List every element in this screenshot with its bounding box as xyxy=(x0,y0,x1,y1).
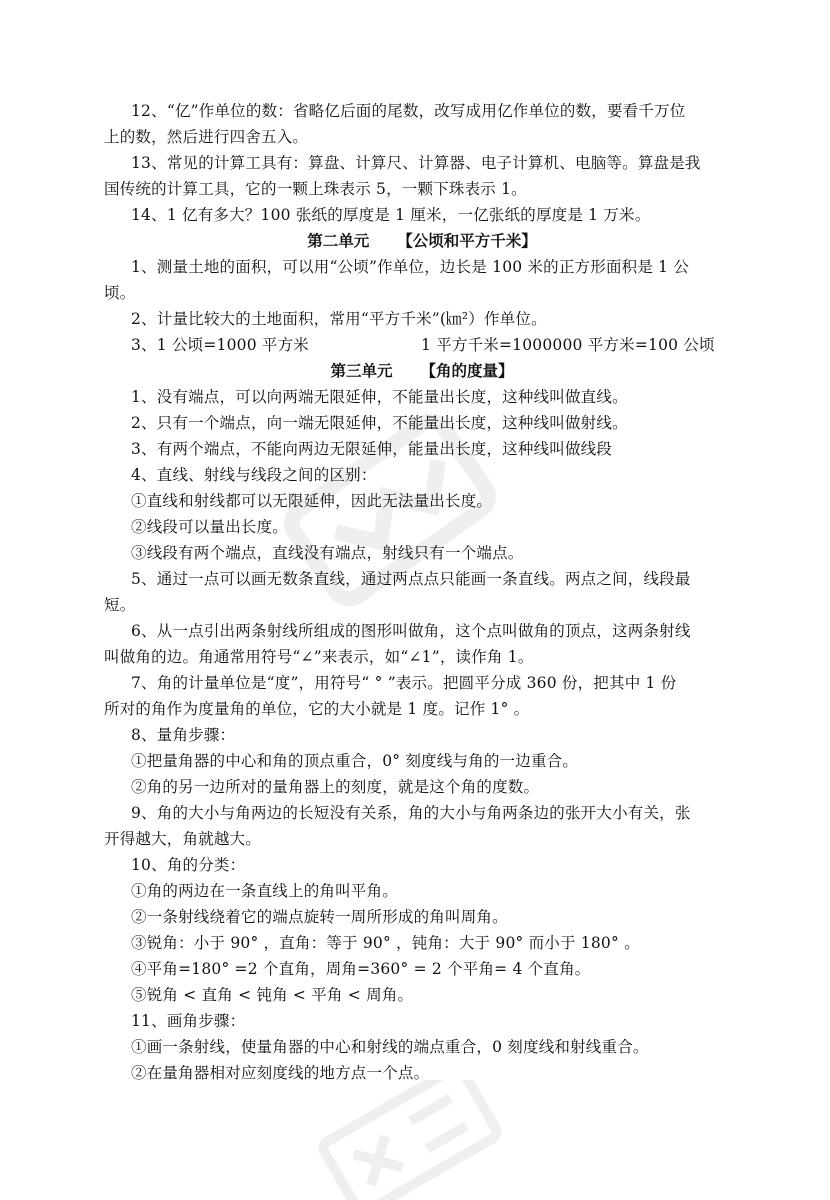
unit3-item-8-step-2: ②角的另一边所对的量角器上的刻度，就是这个角的度数。 xyxy=(131,778,540,796)
unit2-item-1-line-1: 1、测量土地的面积，可以用“公顷”作单位，边长是 100 米的正方形面积是 1 公 xyxy=(131,258,690,276)
unit2-item-1-line-2: 顷。 xyxy=(104,284,136,302)
unit3-item-5-line-2: 短。 xyxy=(104,596,136,614)
unit3-item-6-line-1: 6、从一点引出两条射线所组成的图形叫做角，这个点叫做角的顶点，这两条射线 xyxy=(131,622,691,640)
unit3-item-8-step-1: ①把量角器的中心和角的顶点重合，0° 刻度线与角的一边重合。 xyxy=(131,752,579,770)
unit3-item-9-line-1: 9、角的大小与角两边的长短没有关系，角的大小与角两条边的张开大小有关，张 xyxy=(131,804,691,822)
unit3-item-11-step-1: ①画一条射线，使量角器的中心和射线的端点重合，0 刻度线和射线重合。 xyxy=(131,1038,649,1056)
unit-3-subtitle: 【角的度量】 xyxy=(420,362,514,380)
unit3-line-6: ②线段可以量出长度。 xyxy=(131,518,289,536)
unit3-line-7: ③线段有两个端点，直线没有端点，射线只有一个端点。 xyxy=(131,544,524,562)
unit3-item-9-line-2: 开得越大，角就越大。 xyxy=(104,830,262,848)
unit3-item-7-line-2: 所对的角作为度量角的单位，它的大小就是 1 度。记作 1° 。 xyxy=(104,700,530,718)
unit2-item-3-right: 1 平方千米=1000000 平方米=100 公顷 xyxy=(421,336,715,354)
unit-2-heading xyxy=(104,228,740,254)
item-13-line-1: 13、常见的计算工具有：算盘、计算尺、计算器、电子计算机、电脑等。算盘是我 xyxy=(131,154,701,172)
unit3-line-2: 2、只有一个端点，向一端无限延伸，不能量出长度，这种线叫做射线。 xyxy=(131,414,628,432)
unit2-item-3 xyxy=(104,332,740,358)
unit3-item-10-d: ④平角=180° =2 个直角，周角=360° = 2 个平角= 4 个直角。 xyxy=(131,960,591,978)
unit3-item-10-title: 10、角的分类： xyxy=(131,856,246,874)
unit3-item-10-b: ②一条射线绕着它的端点旋转一周所形成的角叫周角。 xyxy=(131,908,508,926)
unit3-line-3: 3、有两个端点，不能向两边无限延伸，能量出长度，这种线叫做线段 xyxy=(131,440,613,458)
unit3-item-10-e: ⑤锐角 < 直角 < 钝角 < 平角 < 周角。 xyxy=(131,986,414,1004)
unit2-item-3-left: 3、1 公顷=1000 平方米 xyxy=(131,336,310,354)
unit-3-title: 第三单元 xyxy=(330,362,393,380)
item-12-line-2: 上的数，然后进行四舍五入。 xyxy=(104,128,309,146)
unit3-line-5: ①直线和射线都可以无限延伸，因此无法量出长度。 xyxy=(131,492,493,510)
unit2-item-2: 2、计量比较大的土地面积，常用“平方千米”(㎞²）作单位。 xyxy=(131,310,547,328)
unit3-item-10-c: ③锐角：小于 90° ，直角：等于 90° ，钝角：大于 90° 而小于 180° 。 xyxy=(131,934,640,952)
unit3-line-4: 4、直线、射线与线段之间的区别： xyxy=(131,466,377,484)
unit3-line-1: 1、没有端点，可以向两端无限延伸，不能量出长度，这种线叫做直线。 xyxy=(131,388,628,406)
unit3-item-6-line-2: 叫做角的边。角通常用符号“∠”来表示，如“∠1”，读作角 1。 xyxy=(104,648,534,666)
unit3-item-10-a: ①角的两边在一条直线上的角叫平角。 xyxy=(131,882,398,900)
unit-2-subtitle: 【公顷和平方千米】 xyxy=(397,232,537,250)
unit3-item-11-title: 11、画角步骤： xyxy=(131,1012,246,1030)
unit-3-heading xyxy=(104,358,740,384)
watermark-stamp-icon xyxy=(310,1080,510,1200)
item-14: 14、1 亿有多大？100 张纸的厚度是 1 厘米，一亿张纸的厚度是 1 万米。 xyxy=(131,206,651,224)
unit3-item-5-line-1: 5、通过一点可以画无数条直线，通过两点点只能画一条直线。两点之间，线段最 xyxy=(131,570,691,588)
unit3-item-7-line-1: 7、角的计量单位是“度”，用符号“ ° ”表示。把圆平分成 360 份，把其中 1 份 xyxy=(131,674,677,692)
document-body xyxy=(104,98,740,1086)
unit3-item-8-title: 8、量角步骤： xyxy=(131,726,236,744)
item-13-line-2: 国传统的计算工具，它的一颗上珠表示 5，一颗下珠表示 1。 xyxy=(104,180,527,198)
unit-2-title: 第二单元 xyxy=(307,232,370,250)
item-12-line-1: 12、“亿”作单位的数：省略亿后面的尾数，改写成用亿作单位的数，要看千万位 xyxy=(131,102,686,120)
unit3-item-11-step-2: ②在量角器相对应刻度线的地方点一个点。 xyxy=(131,1064,430,1082)
